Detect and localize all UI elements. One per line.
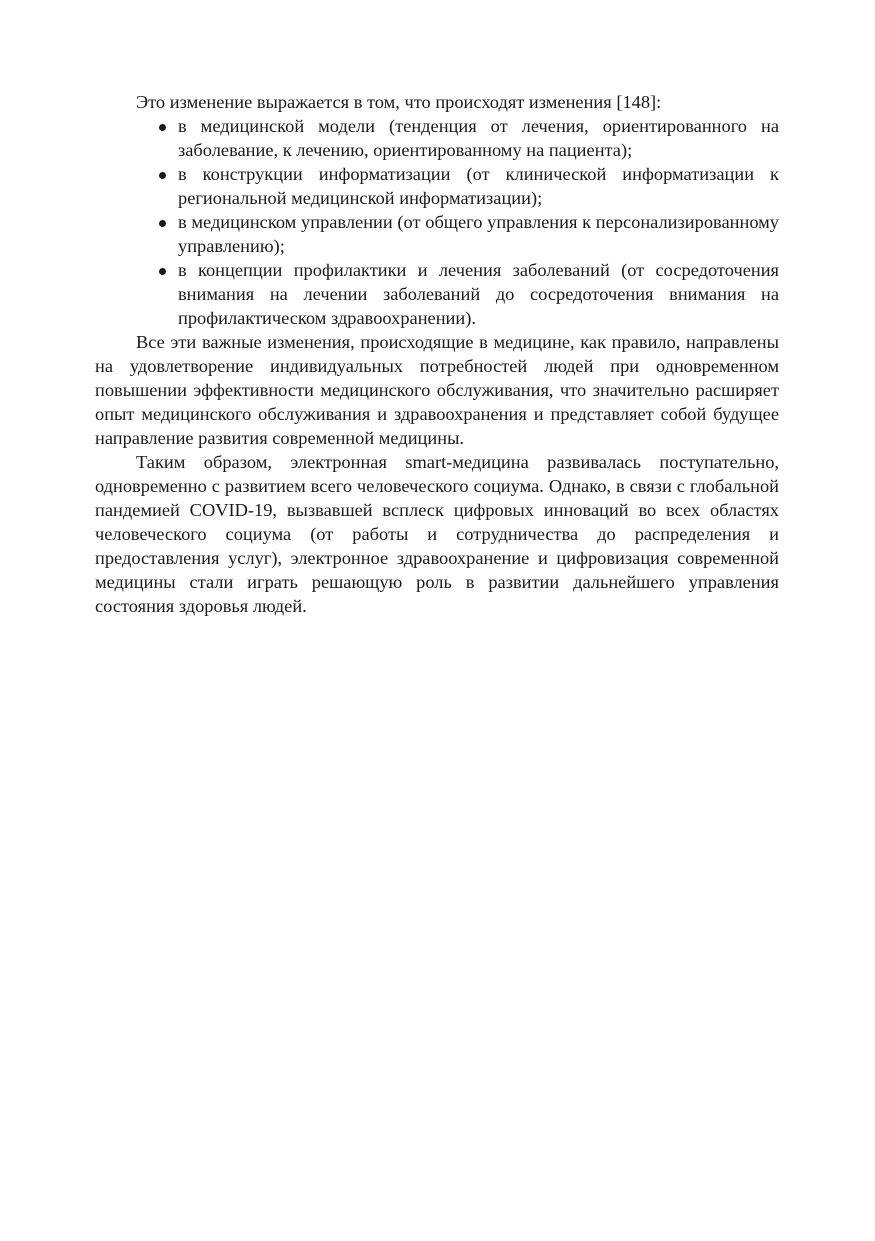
changes-list: [95, 114, 779, 330]
bullet-icon: [159, 220, 166, 227]
list-item: [95, 114, 779, 162]
list-item-text: в медицинской модели (тенденция от лечения, ориентированного на заболевание, к лечению, ориентированному на пациента);: [178, 116, 779, 160]
body-text: [95, 90, 779, 618]
list-item-text: в концепции профилактики и лечения заболеваний (от сосредоточения внимания на лечении заболеваний до сосредоточения внимания на профилактическом здравоохранении).: [178, 260, 779, 328]
paragraph-conclusion: Таким образом, электронная smart-медицина развивалась поступательно, одновременно с развитием всего человеческого социума. Однако, в связи с глобальной пандемией COVID-19, вызвавшей всплеск цифровых инноваций во всех областях человеческого социума (от работы и сотрудничества до распределения и предоставления услуг), электронное здравоохранение и цифровизация современной медицины стали играть решающую роль в развитии дальнейшего управления состояния здоровья людей.: [95, 452, 779, 616]
list-item: [95, 258, 779, 330]
intro-paragraph: Это изменение выражается в том, что происходят изменения [148]:: [136, 92, 662, 112]
bullet-icon: [159, 124, 166, 131]
bullet-icon: [159, 268, 166, 275]
list-item: [95, 210, 779, 258]
list-item: [95, 162, 779, 210]
list-item-text: в конструкции информатизации (от клинической информатизации к региональной медицинской информатизации);: [178, 164, 779, 208]
list-item-text: в медицинском управлении (от общего управления к персонализированному управлению);: [178, 212, 779, 256]
bullet-icon: [159, 172, 166, 179]
paragraph-changes-summary: Все эти важные изменения, происходящие в медицине, как правило, направлены на удовлетворение индивидуальных потребностей людей при одновременном повышении эффективности медицинского обслуживания, что значительно расширяет опыт медицинского обслуживания и здравоохранения и представляет собой будущее направление развития современной медицины.: [95, 332, 779, 448]
